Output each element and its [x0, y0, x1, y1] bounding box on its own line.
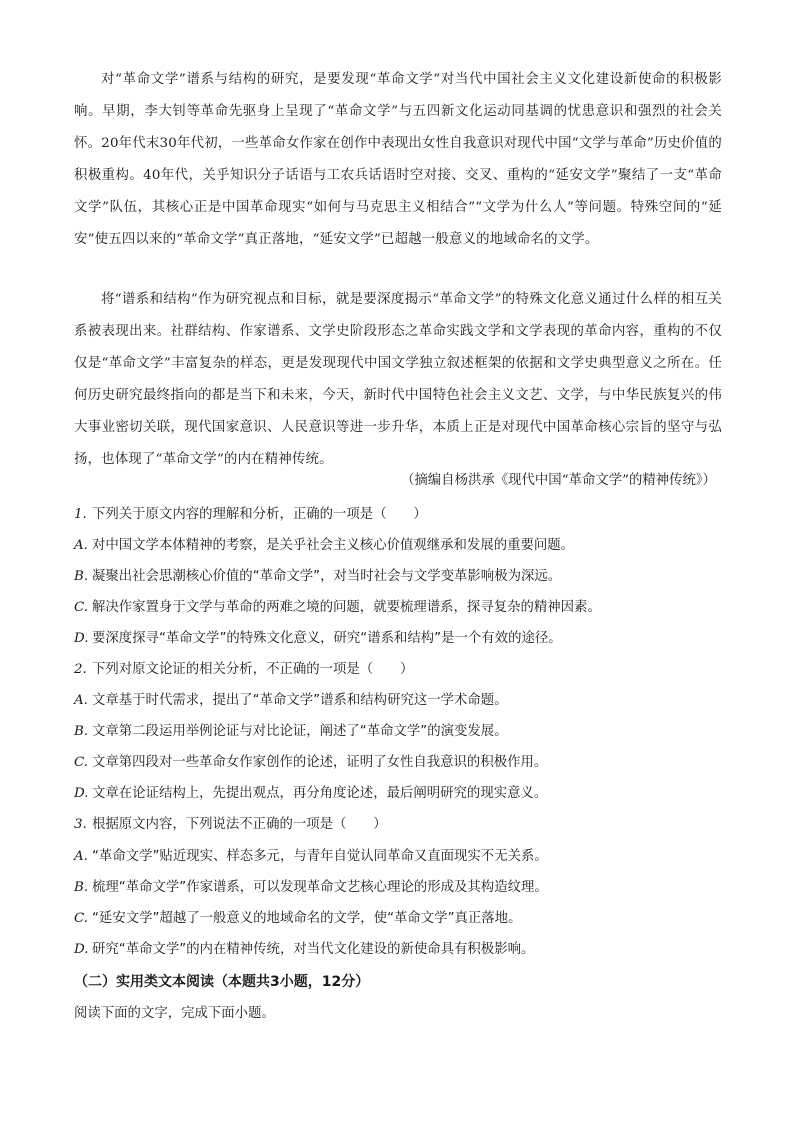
question-2-option-d — [74, 783, 547, 805]
option-text: 文章第四段对一些革命女作家创作的论述，证明了女性自我意识的积极作用。 — [92, 755, 548, 770]
question-1-stem — [74, 504, 427, 526]
question-1-option-b — [74, 566, 561, 588]
option-text: “延安文学”超越了一般意义的地域命名的文学，使“革命文学”真正落地。 — [92, 911, 522, 926]
option-text: 对中国文学本体精神的考察，是关乎社会主义核心价值观继承和发展的重要问题。 — [92, 538, 575, 553]
question-number: 3. — [74, 817, 87, 832]
option-letter: A. — [74, 849, 88, 864]
option-letter: D. — [74, 942, 89, 957]
question-3-option-b — [74, 877, 548, 899]
option-letter: D. — [74, 786, 89, 801]
question-text: 下列对原文论证的相关分析，不正确的一项是（ ） — [92, 662, 414, 677]
option-text: 文章在论证结构上，先提出观点，再分角度论述，最后阐明研究的现实意义。 — [92, 786, 548, 801]
passage-paragraph-2: 将“谱系和结构”作为研究视点和目标，就是要深度揭示“革命文学”的特殊文化意义通过什么样的相互关系被表现出来。社群结构、作家谱系、文学史阶段形态之革命实践文学和文学表现的革命内容，重构的不仅仅是“革命文学”丰富复杂的样态，更是发现现代中国文学独立叙述框架的依据和文学史典型意义之所在。任何历史研究最终指向的都是当下和未来，今天，新时代中国特色社会主义文艺、文学，与中华民族复兴的伟大事业密切关联，现代国家意识、人民意识等进一步升华，本质上正是对现代中国革命核心宗旨的坚守与弘扬，也体现了“革命文学”的内在精神传统。 — [74, 292, 722, 467]
question-2-option-c — [74, 752, 547, 774]
option-letter: D. — [74, 631, 89, 646]
question-1-option-a — [74, 535, 574, 557]
question-2-stem — [74, 659, 413, 681]
section-heading: （二）实用类文本阅读（本题共3小题，12分） — [74, 974, 370, 990]
option-text: 文章基于时代需求，提出了“革命文学”谱系和结构研究这一学术命题。 — [92, 693, 508, 708]
option-letter: B. — [74, 724, 89, 739]
option-letter: C. — [74, 600, 89, 615]
option-letter: B. — [74, 569, 89, 584]
question-number: 1. — [74, 507, 87, 522]
section-instruction: 阅读下面的文字，完成下面小题。 — [74, 1006, 275, 1021]
passage-paragraph-1: 对“革命文学”谱系与结构的研究，是要发现“革命文学”对当代中国社会主义文化建设新使命的积极影响。早期，李大钊等革命先驱身上呈现了“革命文学”与五四新文化运动同基调的忧患意识和强烈的社会关怀。20年代末30年代初，一些革命女作家在创作中表现出女性自我意识对现代中国“文学与革命”历史价值的积极重构。40年代，关乎知识分子话语与工农兵话语时空对接、交叉、重构的“延安文学”聚结了一支“革命文学”队伍，其核心正是中国革命现实“如何与马克思主义相结合”“文学为什么人”等问题。特殊空间的“延安”使五四以来的“革命文学”真正落地，“延安文学”已超越一般意义的地域命名的文学。 — [74, 72, 722, 247]
question-1-option-d — [74, 628, 562, 650]
option-letter: A. — [74, 538, 88, 553]
option-text: 研究“革命文学”的内在精神传统，对当代文化建设的新使命具有积极影响。 — [92, 942, 535, 957]
question-2-option-b — [74, 721, 508, 743]
question-3-option-d — [74, 939, 534, 961]
passage-source: （摘编自杨洪承《现代中国“革命文学”的精神传统》） — [401, 473, 716, 488]
question-2-option-a — [74, 690, 508, 712]
option-letter: C. — [74, 755, 89, 770]
option-text: “革命文学”贴近现实、样态多元，与青年自觉认同革命又直面现实不无关系。 — [92, 849, 548, 864]
option-letter: B. — [74, 880, 89, 895]
option-text: 梳理“革命文学”作家谱系，可以发现革命文艺核心理论的形成及其构造纹理。 — [92, 880, 548, 895]
option-letter: C. — [74, 911, 89, 926]
option-text: 要深度探寻“革命文学”的特殊文化意义，研究“谱系和结构”是一个有效的途径。 — [92, 631, 562, 646]
question-number: 2. — [74, 662, 87, 677]
question-3-option-c — [74, 908, 521, 930]
option-letter: A. — [74, 693, 88, 708]
option-text: 解决作家置身于文学与革命的两难之境的问题，就要梳理谱系，探寻复杂的精神因素。 — [92, 600, 601, 615]
question-text: 下列关于原文内容的理解和分析，正确的一项是（ ） — [92, 507, 427, 522]
question-3-option-a — [74, 846, 548, 868]
question-1-option-c — [74, 597, 601, 619]
question-3-stem — [74, 814, 387, 836]
option-text: 文章第二段运用举例论证与对比论证，阐述了“革命文学”的演变发展。 — [92, 724, 508, 739]
option-text: 凝聚出社会思潮核心价值的“革命文学”，对当时社会与文学变革影响极为深远。 — [92, 569, 562, 584]
question-text: 根据原文内容，下列说法不正确的一项是（ ） — [92, 817, 387, 832]
